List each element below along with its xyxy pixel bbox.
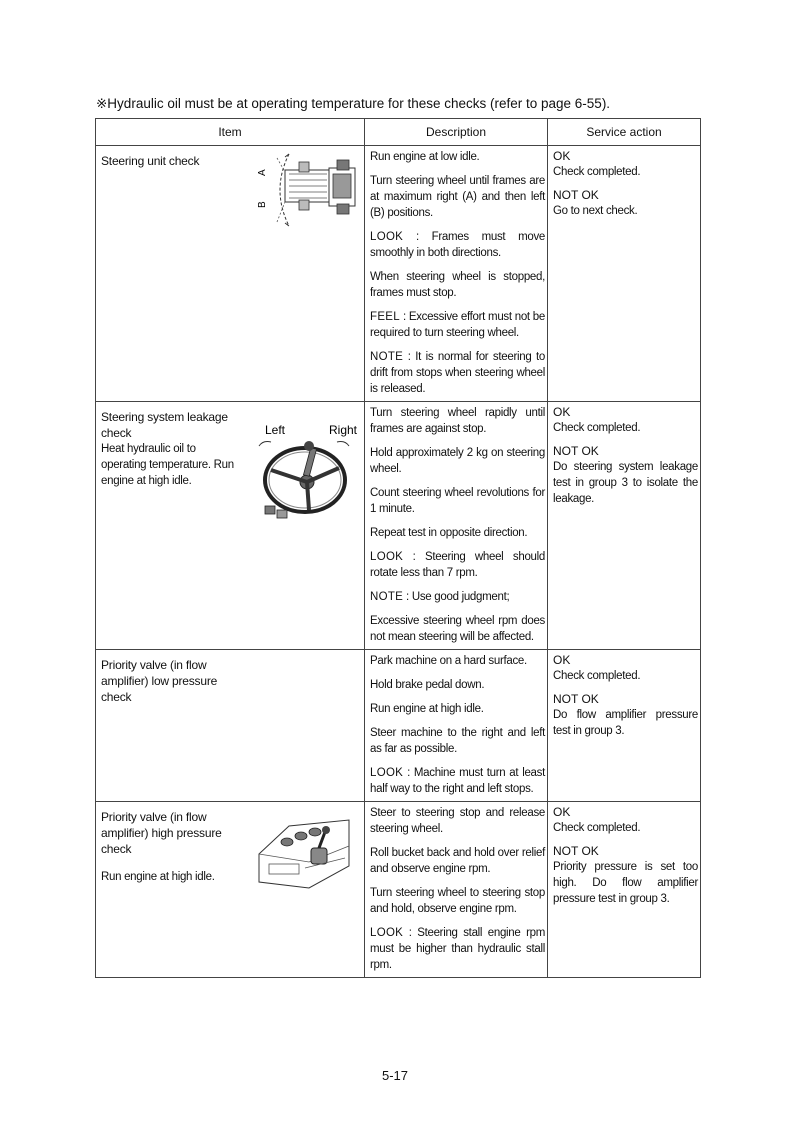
description-text: Steer to steering stop and release steering wheel. (370, 807, 545, 835)
figure-cell (247, 146, 365, 402)
item-subtext: Heat hydraulic oil to operating temperature. Run engine at high idle. (101, 443, 234, 487)
description-paragraph (370, 349, 545, 397)
table-row (96, 402, 701, 650)
header-item: Item (96, 119, 365, 146)
table-header-row (96, 119, 701, 146)
description-paragraph (370, 269, 545, 301)
table-row (96, 802, 701, 978)
description-paragraph (370, 765, 545, 797)
service-status-label: OK (553, 149, 571, 163)
description-text: Roll bucket back and hold over relief and observe engine rpm. (370, 847, 545, 875)
description-text: Run engine at low idle. (370, 151, 480, 163)
page-number: 5-17 (382, 1068, 409, 1083)
service-status-label: NOT OK (553, 692, 599, 706)
description-text: : Excessive effort must not be required to turn steering wheel. (370, 311, 545, 339)
description-paragraph (370, 485, 545, 517)
keyword-label: NOTE (370, 351, 404, 363)
description-text: Count steering wheel revolutions for 1 minute. (370, 487, 545, 515)
description-text: Park machine on a hard surface. (370, 655, 527, 667)
service-action-text: Check completed. (553, 670, 641, 682)
service-action-text: Check completed. (553, 822, 641, 834)
figure-cell (247, 650, 365, 802)
description-text: : Steering wheel should rotate less than 7 rpm. (370, 551, 545, 579)
description-cell (365, 146, 548, 402)
steering-frame-illustration (249, 150, 363, 230)
description-paragraph (370, 725, 545, 757)
item-title: Steering system leakage check (101, 410, 228, 440)
service-status-label: NOT OK (553, 188, 599, 202)
service-status-label: OK (553, 405, 571, 419)
service-action-text: Do flow amplifier pressure test in group 3. (553, 709, 698, 737)
service-status-label: NOT OK (553, 444, 599, 458)
description-text: : It is normal for steering to drift from stops when steering wheel is released. (370, 351, 545, 395)
description-cell (365, 802, 548, 978)
description-text: Turn steering wheel to steering stop and hold, observe engine rpm. (370, 887, 545, 915)
service-cell (548, 402, 701, 650)
description-text: : Use good judgment; (403, 591, 510, 603)
header-description: Description (365, 119, 548, 146)
description-text: Excessive steering wheel rpm does not mean steering will be affected. (370, 615, 545, 643)
description-paragraph (370, 589, 545, 605)
service-cell (548, 802, 701, 978)
label-a: A (256, 169, 268, 176)
description-text: : Machine must turn at least half way to the right and left stops. (370, 767, 545, 795)
service-status-label: OK (553, 653, 571, 667)
item-cell (96, 402, 247, 650)
description-paragraph (370, 149, 545, 165)
description-text: Steer machine to the right and left as far as possible. (370, 727, 545, 755)
description-paragraph (370, 549, 545, 581)
description-paragraph (370, 525, 545, 541)
item-title: Priority valve (in flow amplifier) high pressure check (101, 810, 222, 856)
oil-temperature-note: ※Hydraulic oil must be at operating temperature for these checks (refer to page 6-55). (96, 96, 611, 111)
description-paragraph (370, 653, 545, 669)
description-text: Run engine at high idle. (370, 703, 484, 715)
description-paragraph (370, 925, 545, 973)
keyword-label: LOOK (370, 551, 404, 563)
keyword-label: LOOK (370, 231, 404, 243)
description-paragraph (370, 173, 545, 221)
steering-checks-table (95, 118, 701, 978)
description-paragraph (370, 701, 545, 717)
control-lever-illustration (249, 806, 363, 894)
description-paragraph (370, 613, 545, 645)
item-title: Steering unit check (101, 154, 200, 168)
description-text: Hold approximately 2 kg on steering wheel. (370, 447, 545, 475)
keyword-label: LOOK (370, 927, 404, 939)
keyword-label: LOOK (370, 767, 404, 779)
description-paragraph (370, 805, 545, 837)
item-cell (96, 650, 247, 802)
label-b: B (256, 201, 268, 208)
description-paragraph (370, 885, 545, 917)
item-cell (96, 146, 247, 402)
keyword-label: NOTE (370, 591, 404, 603)
figure-cell (247, 402, 365, 650)
description-paragraph (370, 309, 545, 341)
service-cell (548, 650, 701, 802)
steering-wheel-illustration (249, 406, 363, 524)
item-subtext: Run engine at high idle. (101, 871, 215, 883)
description-text: Turn steering wheel rapidly until frames are against stop. (370, 407, 545, 435)
figure-cell (247, 802, 365, 978)
service-status-label: OK (553, 805, 571, 819)
description-paragraph (370, 405, 545, 437)
description-text: Turn steering wheel until frames are at maximum right (A) and then left (B) positions. (370, 175, 545, 219)
description-text: : Steering stall engine rpm must be higher than hydraulic stall rpm. (370, 927, 545, 971)
service-action-text: Go to next check. (553, 205, 638, 217)
header-service-action: Service action (548, 119, 701, 146)
service-action-text: Priority pressure is set too high. Do flow amplifier pressure test in group 3. (553, 861, 698, 905)
description-paragraph (370, 677, 545, 693)
table-row (96, 146, 701, 402)
service-status-label: NOT OK (553, 844, 599, 858)
service-cell (548, 146, 701, 402)
description-cell (365, 650, 548, 802)
description-text: Repeat test in opposite direction. (370, 527, 528, 539)
description-paragraph (370, 845, 545, 877)
item-title: Priority valve (in flow amplifier) low pressure check (101, 658, 218, 704)
service-action-text: Check completed. (553, 422, 641, 434)
keyword-label: FEEL (370, 311, 400, 323)
description-text: Hold brake pedal down. (370, 679, 485, 691)
description-text: When steering wheel is stopped, frames must stop. (370, 271, 545, 299)
table-row (96, 650, 701, 802)
description-paragraph (370, 445, 545, 477)
service-action-text: Check completed. (553, 166, 641, 178)
label-right: Right (328, 423, 357, 437)
description-cell (365, 402, 548, 650)
description-text: : Frames must move smoothly in both directions. (370, 231, 545, 259)
item-cell (96, 802, 247, 978)
service-action-text: Do steering system leakage test in group 3 to isolate the leakage. (553, 461, 698, 505)
description-paragraph (370, 229, 545, 261)
label-left: Left (264, 423, 285, 437)
